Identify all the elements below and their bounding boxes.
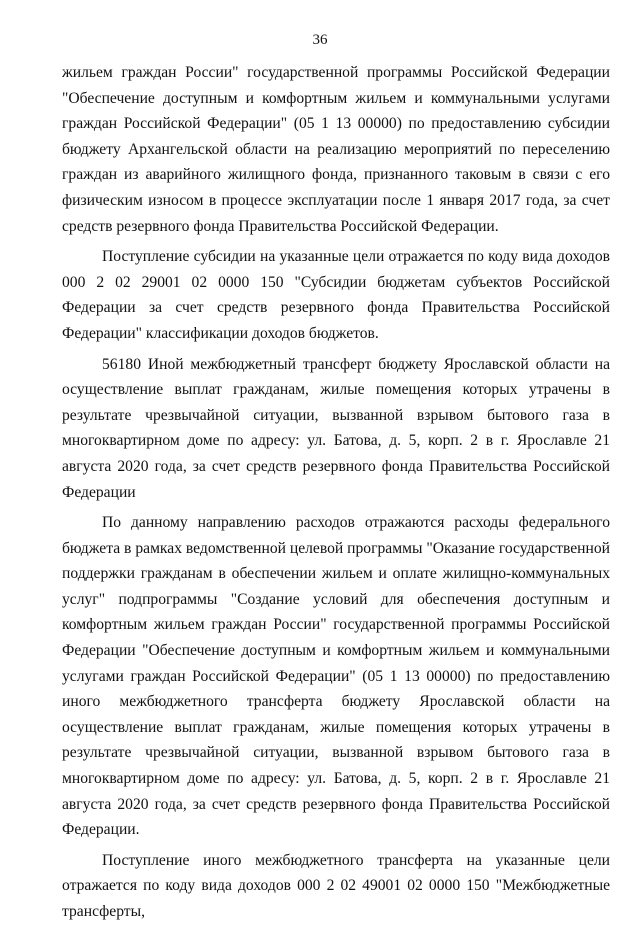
page-number: 36 [312, 32, 328, 48]
paragraph-transfer-income: Поступление иного межбюджетного трансферта на указанные цели отражается по коду вида доходов 000 2 02 49001 02 0000 150 "Межбюджетные трансферты, [62, 851, 610, 920]
paragraph-continuation: жильем граждан России" государственной программы Российской Федерации "Обеспечение доступным и комфортным жильем и коммунальными услугами граждан Российской Федерации" (05 1 13 00000) по предоставлению субсидии бюджету Архангельской области на реализацию мероприятий по переселению граждан из аварийного жилищного фонда, признанного таковым в связи с его физическим износом в процессе эксплуатации после 1 января 2017 года, за счет средств резервного фонда Правительства Российской Федерации. [62, 64, 610, 235]
document-body [62, 60, 610, 930]
paragraph-expense-description: По данному направлению расходов отражаются расходы федерального бюджета в рамках ведомственной целевой программы "Оказание государственной поддержки гражданам в обеспечении жильем и оплате жилищно-коммунальных услуг" подпрограммы "Создание условий для обеспечения доступным и комфортным жильем граждан России" государственной программы Российской Федерации "Обеспечение доступным и комфортным жильем и коммунальными услугами граждан Российской Федерации" (05 1 13 00000) по предоставлению иного межбюджетного трансферта бюджету Ярославской области на осуществление выплат гражданам, жилые помещения которых утрачены в результате чрезвычайной ситуации, вызванной взрывом бытового газа в многоквартирном доме по адресу: ул. Батова, д. 5, корп. 2 в г. Ярославле 21 августа 2020 года, за счет средств резервного фонда Правительства Российской Федерации. [62, 514, 610, 839]
paragraph-subsidy-income: Поступление субсидии на указанные цели отражается по коду вида доходов 000 2 02 29001 02 0000 150 "Субсидии бюджетам субъектов Российской Федерации за счет средств резервного фонда Правительства Российской Федерации" классификации доходов бюджетов. [62, 248, 610, 342]
paragraph-56180-heading: 56180 Иной межбюджетный трансферт бюджету Ярославской области на осуществление выплат гражданам, жилые помещения которых утрачены в результате чрезвычайной ситуации, вызванной взрывом бытового газа в многоквартирном доме по адресу: ул. Батова, д. 5, корп. 2 в г. Ярославле 21 августа 2020 года, за счет средств резервного фонда Правительства Российской Федерации [62, 355, 610, 501]
